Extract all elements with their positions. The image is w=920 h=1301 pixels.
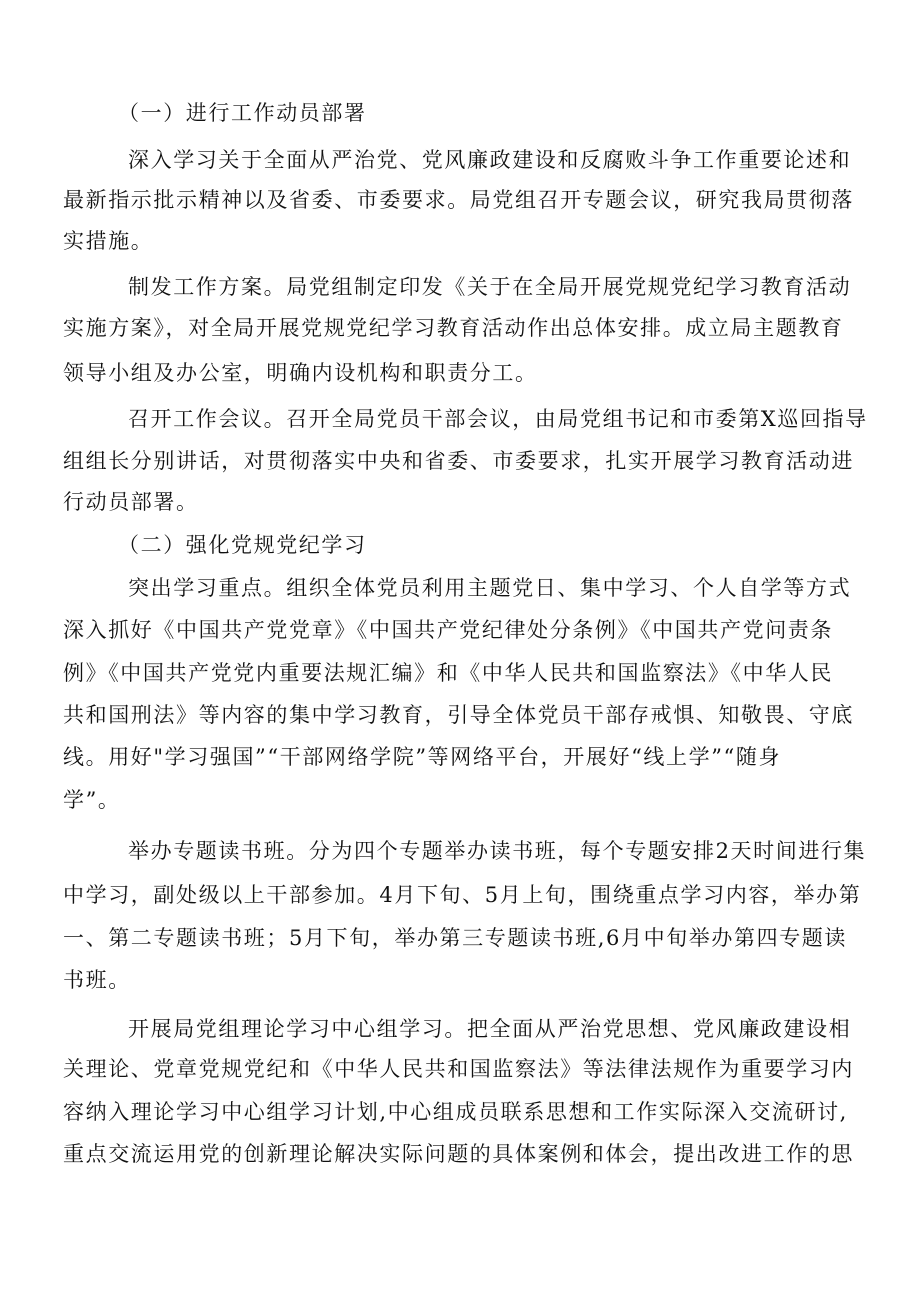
paragraph-line: 深入学习关于全面从严治党、党风廉政建设和反腐败斗争工作重要论述和 xyxy=(128,148,852,172)
paragraph-line: 重点交流运用党的创新理论解决实际问题的具体案例和体会，提出改进工作的思 xyxy=(63,1142,854,1166)
paragraph-line: 实施方案》，对全局开展党规党纪学习教育活动作出总体安排。成立局主题教育 xyxy=(63,316,844,340)
paragraph-line: 召开工作会议。召开全局党员干部会议，由局党组书记和市委第X巡回指导 xyxy=(128,407,868,431)
paragraph-line: 开展局党组理论学习中心组学习。把全面从严治党思想、党风廉政建设相 xyxy=(128,1017,852,1041)
paragraph-line: 例》《中国共产党党内重要法规汇编》和《中华人民共和国监察法》《中华人民 xyxy=(63,661,833,685)
paragraph-line: 领导小组及办公室，明确内设机构和职责分工。 xyxy=(63,361,538,385)
section-heading-1: （一）进行工作动员部署 xyxy=(118,101,367,125)
section-heading-2: （二）强化党规党纪学习 xyxy=(118,533,367,557)
paragraph-line: 突出学习重点。组织全体党员利用主题党日、集中学习、个人自学等方式 xyxy=(128,576,852,600)
paragraph-line: 学”。 xyxy=(63,788,121,812)
paragraph-line: 组组长分别讲话，对贯彻落实中央和省委、市委要求，扎实开展学习教育活动进 xyxy=(63,449,854,473)
paragraph-line: 书班。 xyxy=(63,968,131,992)
paragraph-line: 共和国刑法》等内容的集中学习教育，引导全体党员干部存戒惧、知敬畏、守底 xyxy=(63,703,854,727)
paragraph-line: 关理论、党章党规党纪和《中华人民共和国监察法》等法律法规作为重要学习内 xyxy=(63,1057,854,1081)
paragraph-line: 举办专题读书班。分为四个专题举办读书班，每个专题安排2天时间进行集 xyxy=(128,839,867,863)
paragraph-line: 线。用好"学习强国”“干部网络学院”等网络平台，开展好“线上学”“随身 xyxy=(63,745,782,769)
paragraph-line: 制发工作方案。局党组制定印发《关于在全局开展党规党纪学习教育活动 xyxy=(128,275,852,299)
paragraph-line: 深入抓好《中国共产党党章》《中国共产党纪律处分条例》《中国共产党问责条 xyxy=(63,618,833,642)
paragraph-line: 一、第二专题读书班；5月下旬，举办第三专题读书班,6月中旬举办第四专题读 xyxy=(63,926,847,950)
paragraph-line: 最新指示批示精神以及省委、市委要求。局党组召开专题会议，研究我局贯彻落 xyxy=(63,188,854,212)
paragraph-line: 中学习，副处级以上干部参加。4月下旬、5月上旬，围绕重点学习内容，举办第 xyxy=(63,883,862,907)
paragraph-line: 行动员部署。 xyxy=(63,490,199,514)
paragraph-line: 容纳入理论学习中心组学习计划,中心组成员联系思想和工作实际深入交流研讨, xyxy=(63,1100,848,1124)
paragraph-line: 实措施。 xyxy=(63,229,154,253)
